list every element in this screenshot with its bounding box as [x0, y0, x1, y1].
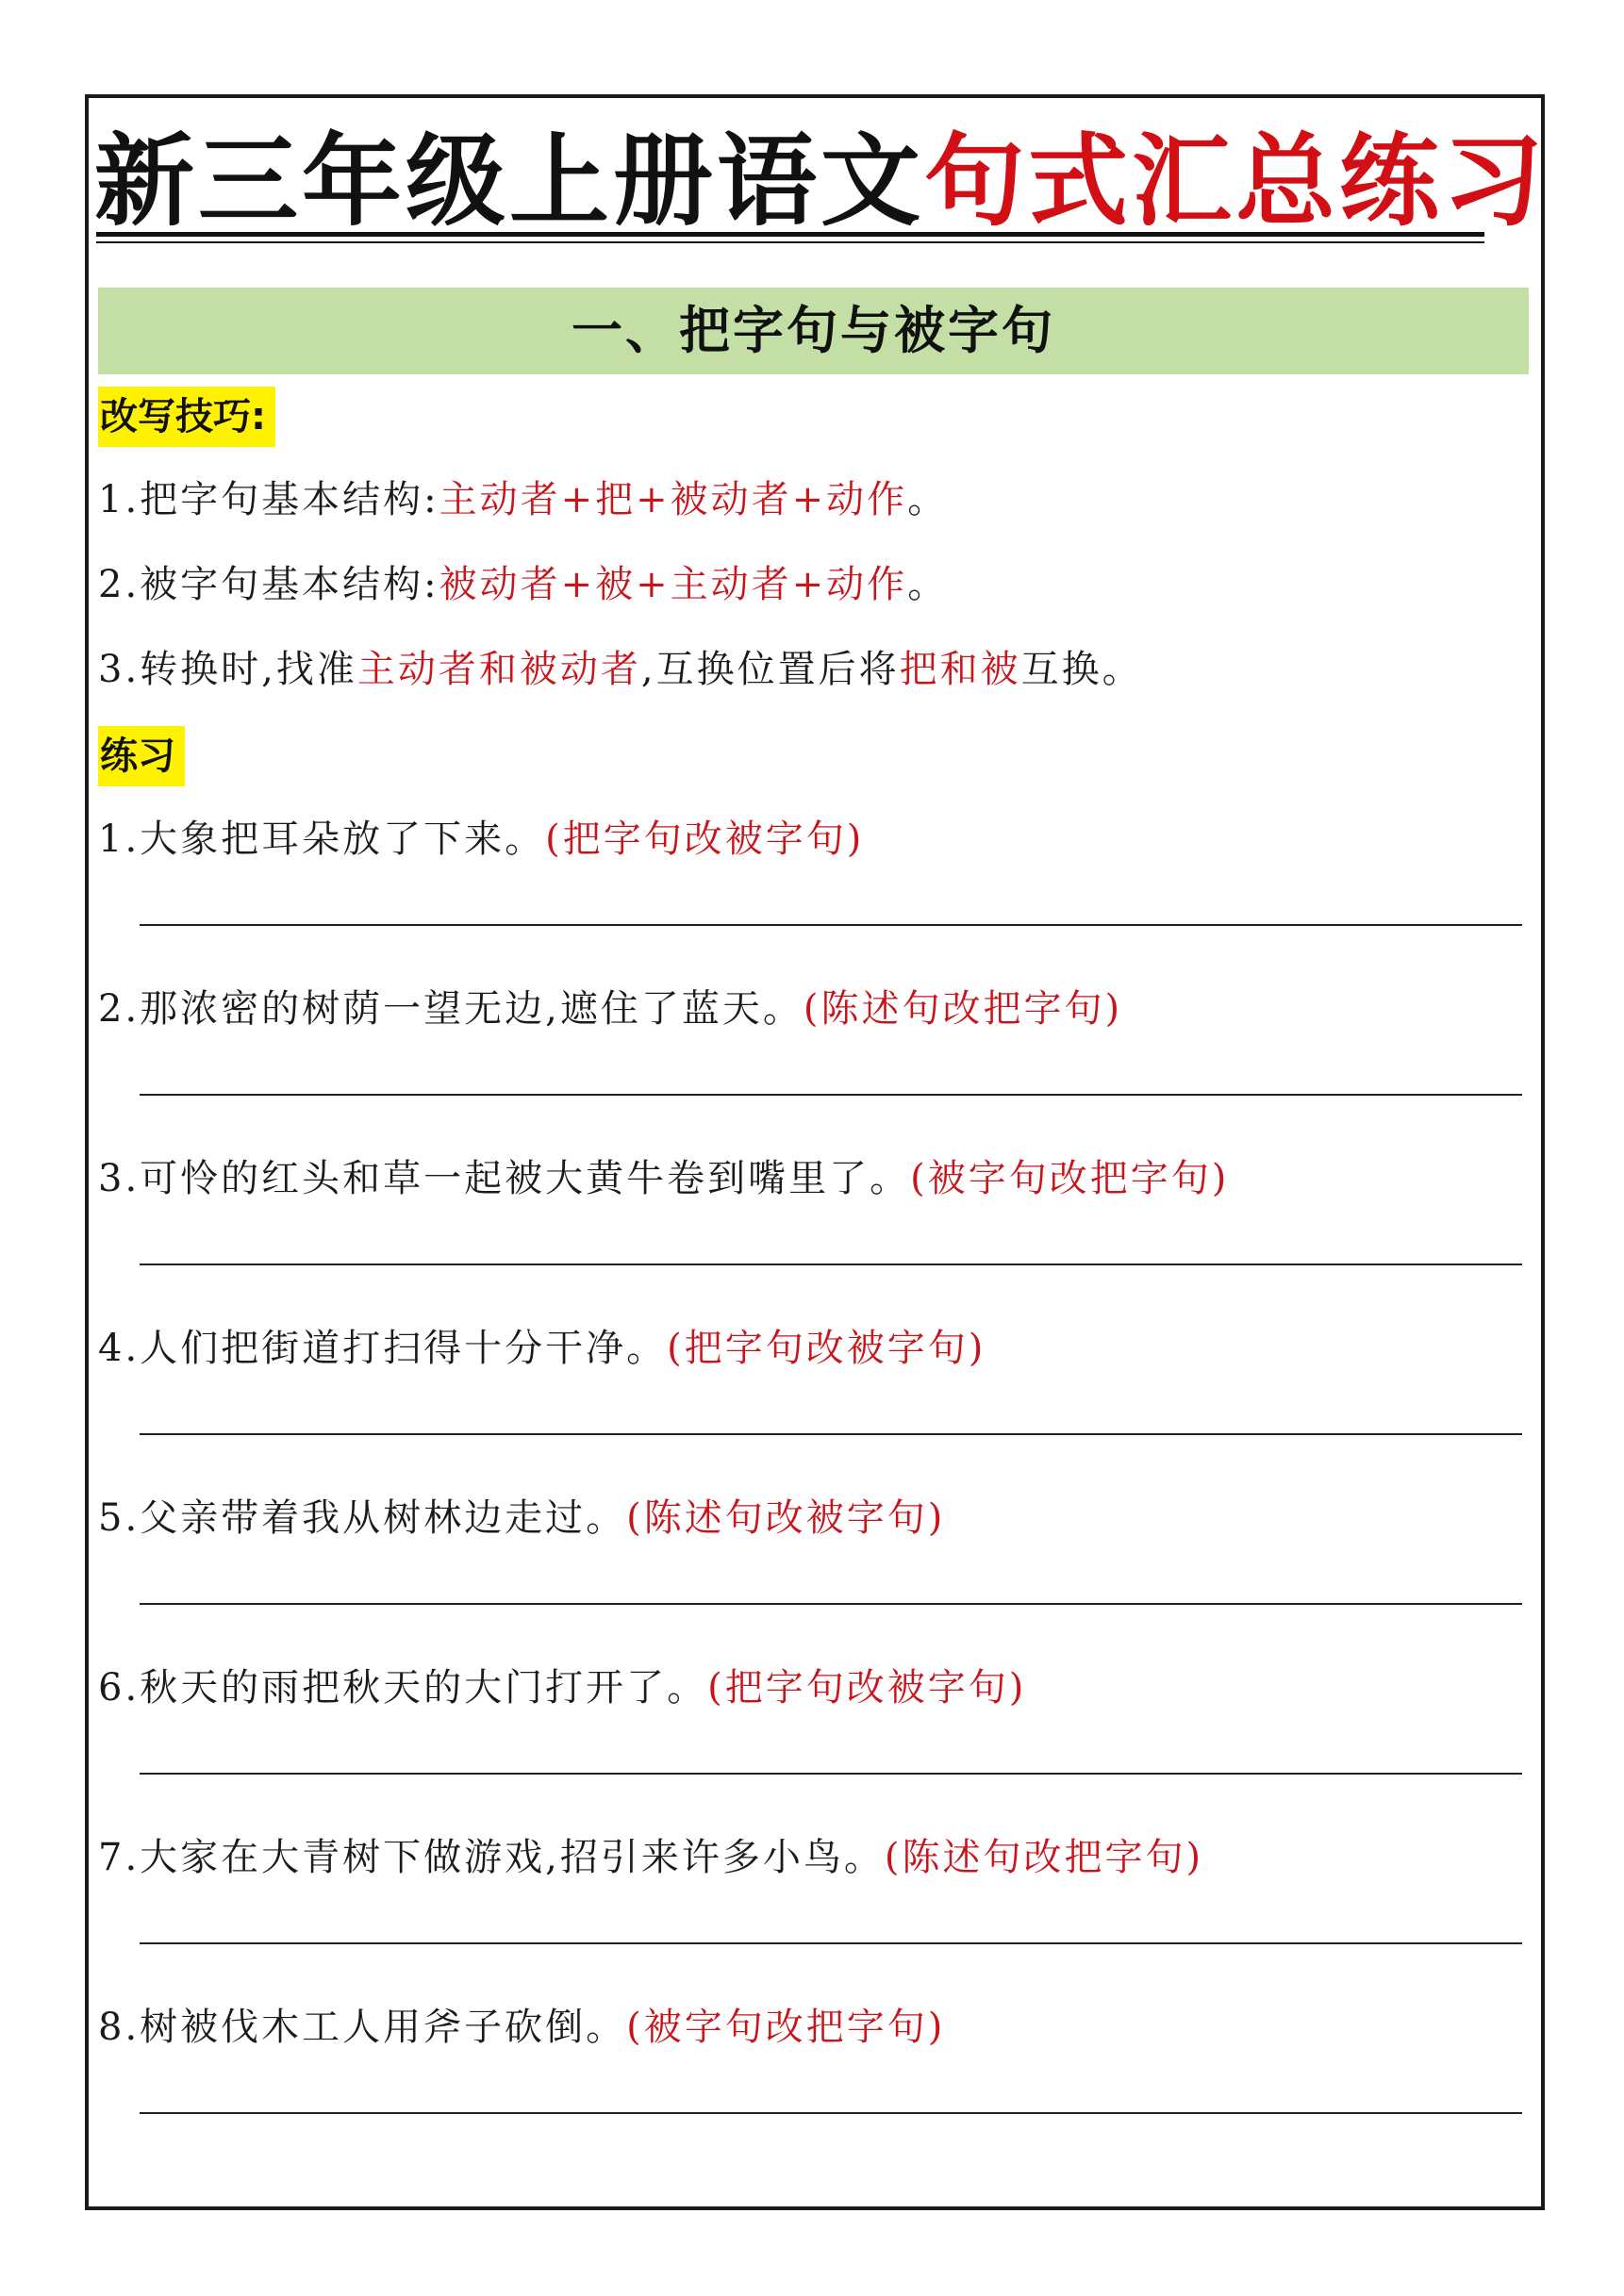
answer-line[interactable] — [140, 924, 1522, 926]
practice-item — [98, 1999, 1532, 2056]
question-hint: (陈述句改把字句) — [803, 987, 1123, 1031]
tip-plain: 3.转换时,找准 — [98, 648, 357, 691]
question-text: 7.大家在大青树下做游戏,招引来许多小鸟。 — [98, 1836, 885, 1879]
question-text: 4.人们把街道打扫得十分干净。 — [98, 1327, 668, 1370]
tip-highlight: 主动者和被动者 — [356, 648, 641, 691]
answer-line[interactable] — [140, 1773, 1522, 1775]
tip-item — [98, 471, 948, 528]
answer-line[interactable] — [140, 2112, 1522, 2114]
practice-item — [98, 1660, 1532, 1716]
question-text: 5.父亲带着我从树林边走过。 — [98, 1496, 627, 1540]
tip-plain: 互换。 — [1020, 648, 1143, 691]
tip-plain: 1.把字句基本结构: — [98, 478, 439, 521]
answer-line[interactable] — [140, 1094, 1522, 1096]
question-hint: (把字句改被字句) — [545, 818, 865, 861]
question-hint: (陈述句改把字句) — [884, 1836, 1204, 1879]
question-hint: (被字句改把字句) — [626, 2006, 946, 2049]
answer-line[interactable] — [140, 1264, 1522, 1265]
title-underline — [96, 232, 1484, 237]
practice-item — [98, 1150, 1532, 1207]
tip-structure: 主动者+把+被动者+动作 — [439, 478, 908, 521]
tip-end: 。 — [907, 478, 949, 521]
tip-highlight: 把和被 — [899, 648, 1021, 691]
question-hint: (把字句改被字句) — [707, 1666, 1027, 1710]
practice-item — [98, 1490, 1532, 1546]
section-heading: 一、把字句与被字句 — [98, 288, 1529, 374]
answer-line[interactable] — [140, 1603, 1522, 1605]
practice-label: 练习 — [98, 726, 185, 786]
question-text: 1.大象把耳朵放了下来。 — [98, 818, 546, 861]
tip-plain: 2.被字句基本结构: — [98, 563, 439, 606]
tip-item — [98, 641, 1143, 698]
tip-item — [98, 556, 948, 613]
question-text: 6.秋天的雨把秋天的大门打开了。 — [98, 1666, 708, 1710]
title-red-part: 句式汇总练习 — [924, 124, 1547, 240]
answer-line[interactable] — [140, 1433, 1522, 1435]
answer-line[interactable] — [140, 1942, 1522, 1944]
question-text: 2.那浓密的树荫一望无边,遮住了蓝天。 — [98, 987, 804, 1031]
practice-item — [98, 1829, 1532, 1886]
question-hint: (陈述句改被字句) — [626, 1496, 946, 1540]
practice-item — [98, 981, 1532, 1037]
question-hint: (被字句改把字句) — [910, 1157, 1230, 1200]
tip-end: 。 — [907, 563, 949, 606]
tip-structure: 被动者+被+主动者+动作 — [439, 563, 908, 606]
question-hint: (把字句改被字句) — [667, 1327, 986, 1370]
practice-item — [98, 1320, 1532, 1377]
practice-item — [98, 811, 1532, 867]
tips-label: 改写技巧: — [98, 387, 275, 447]
title-black-part: 新三年级上册语文 — [94, 124, 924, 240]
question-text: 3.可怜的红头和草一起被大黄牛卷到嘴里了。 — [98, 1157, 911, 1200]
tip-plain: ,互换位置后将 — [640, 648, 900, 691]
title-underline-thin — [96, 241, 1484, 243]
question-text: 8.树被伐木工人用斧子砍倒。 — [98, 2006, 627, 2049]
